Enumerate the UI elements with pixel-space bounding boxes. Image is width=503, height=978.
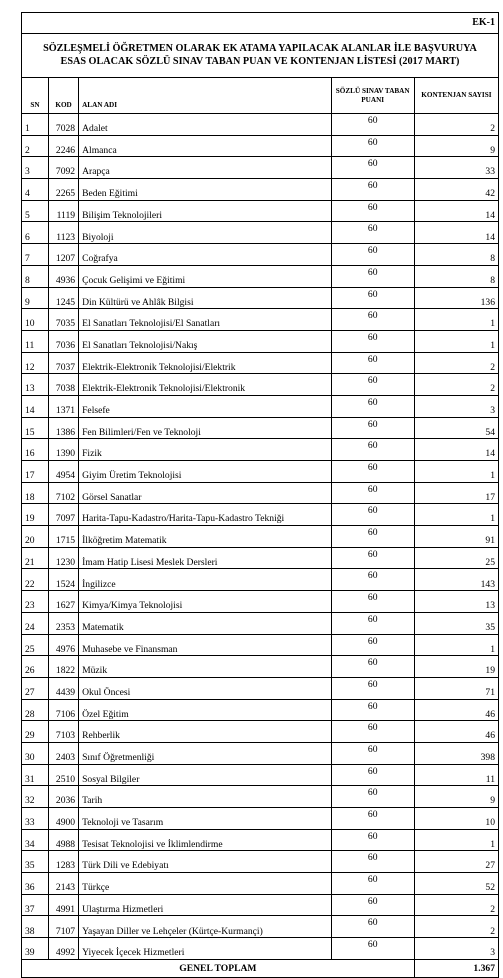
table-row	[22, 764, 499, 786]
cell-puan: 60	[331, 439, 414, 461]
cell-kontenjan: 3	[414, 395, 498, 417]
cell-sn: 38	[22, 916, 49, 938]
cell-alan: İngilizce	[79, 569, 332, 591]
cell-kod: 1207	[49, 244, 79, 266]
cell-sn: 2	[22, 135, 49, 157]
document-sheet	[21, 12, 499, 978]
cell-kod: 1230	[49, 547, 79, 569]
table-row	[22, 200, 499, 222]
cell-puan: 60	[331, 352, 414, 374]
cell-kod: 7103	[49, 721, 79, 743]
cell-puan: 60	[331, 114, 414, 136]
cell-puan: 60	[331, 916, 414, 938]
cell-kontenjan: 54	[414, 417, 498, 439]
cell-kod: 1390	[49, 439, 79, 461]
cell-sn: 23	[22, 591, 49, 613]
cell-puan: 60	[331, 829, 414, 851]
cell-kontenjan: 17	[414, 482, 498, 504]
cell-alan: Muhasebe ve Finansman	[79, 634, 332, 656]
table-row	[22, 135, 499, 157]
cell-sn: 36	[22, 873, 49, 895]
cell-puan: 60	[331, 157, 414, 179]
cell-alan: Yiyecek İçecek Hizmetleri	[79, 938, 332, 960]
cell-puan: 60	[331, 677, 414, 699]
cell-kontenjan: 9	[414, 786, 498, 808]
cell-kod: 1627	[49, 591, 79, 613]
quota-table	[21, 12, 499, 978]
cell-puan: 60	[331, 764, 414, 786]
table-row	[22, 157, 499, 179]
cell-sn: 22	[22, 569, 49, 591]
cell-puan: 60	[331, 395, 414, 417]
header-puan: SÖZLÜ SINAV TABAN PUANI	[331, 78, 414, 114]
cell-puan: 60	[331, 721, 414, 743]
table-row	[22, 330, 499, 352]
cell-alan: El Sanatları Teknolojisi/El Sanatları	[79, 309, 332, 331]
cell-kod: 4900	[49, 808, 79, 830]
cell-kod: 2246	[49, 135, 79, 157]
cell-kontenjan: 35	[414, 612, 498, 634]
cell-puan: 60	[331, 309, 414, 331]
table-row	[22, 374, 499, 396]
header-sn: SN	[22, 78, 49, 114]
cell-kod: 7035	[49, 309, 79, 331]
cell-puan: 60	[331, 374, 414, 396]
cell-puan: 60	[331, 135, 414, 157]
cell-alan: Matematik	[79, 612, 332, 634]
cell-kontenjan: 2	[414, 894, 498, 916]
header-kod: KOD	[49, 78, 79, 114]
cell-puan: 60	[331, 656, 414, 678]
cell-sn: 10	[22, 309, 49, 331]
cell-kod: 7106	[49, 699, 79, 721]
cell-puan: 60	[331, 417, 414, 439]
cell-alan: Fen Bilimleri/Fen ve Teknoloji	[79, 417, 332, 439]
cell-sn: 34	[22, 829, 49, 851]
cell-kod: 1283	[49, 851, 79, 873]
cell-alan: Sınıf Öğretmenliği	[79, 742, 332, 764]
cell-sn: 3	[22, 157, 49, 179]
cell-kod: 2353	[49, 612, 79, 634]
cell-sn: 11	[22, 330, 49, 352]
cell-alan: Okul Öncesi	[79, 677, 332, 699]
cell-kontenjan: 136	[414, 287, 498, 309]
cell-alan: Türkçe	[79, 873, 332, 895]
cell-kod: 1123	[49, 222, 79, 244]
cell-kontenjan: 11	[414, 764, 498, 786]
cell-puan: 60	[331, 265, 414, 287]
cell-kod: 2265	[49, 179, 79, 201]
cell-sn: 21	[22, 547, 49, 569]
cell-kontenjan: 14	[414, 200, 498, 222]
cell-alan: Felsefe	[79, 395, 332, 417]
table-row	[22, 352, 499, 374]
table-row	[22, 244, 499, 266]
cell-puan: 60	[331, 569, 414, 591]
cell-puan: 60	[331, 179, 414, 201]
cell-kod: 1371	[49, 395, 79, 417]
cell-sn: 32	[22, 786, 49, 808]
cell-kod: 7097	[49, 504, 79, 526]
table-row	[22, 808, 499, 830]
cell-puan: 60	[331, 699, 414, 721]
table-row	[22, 547, 499, 569]
cell-alan: Çocuk Gelişimi ve Eğitimi	[79, 265, 332, 287]
cell-alan: Arapça	[79, 157, 332, 179]
cell-puan: 60	[331, 873, 414, 895]
table-row	[22, 439, 499, 461]
cell-kontenjan: 13	[414, 591, 498, 613]
cell-sn: 5	[22, 200, 49, 222]
cell-kontenjan: 2	[414, 916, 498, 938]
cell-kod: 7038	[49, 374, 79, 396]
cell-kontenjan: 10	[414, 808, 498, 830]
header-row	[22, 78, 499, 114]
document-title	[22, 34, 499, 78]
cell-puan: 60	[331, 851, 414, 873]
cell-alan: Elektrik-Elektronik Teknolojisi/Elektrik	[79, 352, 332, 374]
table-row	[22, 417, 499, 439]
cell-kontenjan: 9	[414, 135, 498, 157]
cell-alan: Tarih	[79, 786, 332, 808]
cell-sn: 18	[22, 482, 49, 504]
cell-alan: Görsel Sanatlar	[79, 482, 332, 504]
cell-sn: 29	[22, 721, 49, 743]
cell-alan: El Sanatları Teknolojisi/Nakış	[79, 330, 332, 352]
cell-kontenjan: 8	[414, 244, 498, 266]
table-row	[22, 829, 499, 851]
cell-alan: Biyoloji	[79, 222, 332, 244]
cell-sn: 39	[22, 938, 49, 960]
cell-puan: 60	[331, 461, 414, 483]
cell-sn: 28	[22, 699, 49, 721]
table-row	[22, 309, 499, 331]
cell-sn: 9	[22, 287, 49, 309]
cell-kod: 4439	[49, 677, 79, 699]
table-row	[22, 677, 499, 699]
cell-kod: 2403	[49, 742, 79, 764]
cell-kod: 2143	[49, 873, 79, 895]
table-row	[22, 222, 499, 244]
table-row	[22, 526, 499, 548]
cell-kontenjan: 3	[414, 938, 498, 960]
table-row	[22, 873, 499, 895]
cell-kontenjan: 71	[414, 677, 498, 699]
table-row	[22, 721, 499, 743]
cell-kontenjan: 1	[414, 461, 498, 483]
table-row	[22, 612, 499, 634]
cell-puan: 60	[331, 591, 414, 613]
cell-sn: 17	[22, 461, 49, 483]
cell-puan: 60	[331, 200, 414, 222]
cell-kod: 1386	[49, 417, 79, 439]
table-row	[22, 179, 499, 201]
cell-puan: 60	[331, 244, 414, 266]
cell-kontenjan: 143	[414, 569, 498, 591]
cell-sn: 12	[22, 352, 49, 374]
table-row	[22, 699, 499, 721]
cell-kontenjan: 1	[414, 504, 498, 526]
cell-puan: 60	[331, 786, 414, 808]
cell-puan: 60	[331, 222, 414, 244]
cell-sn: 6	[22, 222, 49, 244]
cell-alan: Sosyal Bilgiler	[79, 764, 332, 786]
cell-alan: Türk Dili ve Edebiyatı	[79, 851, 332, 873]
cell-kod: 1524	[49, 569, 79, 591]
cell-sn: 14	[22, 395, 49, 417]
cell-kod: 7037	[49, 352, 79, 374]
header-alan: ALAN ADI	[79, 78, 332, 114]
cell-alan: Ulaştırma Hizmetleri	[79, 894, 332, 916]
table-row	[22, 786, 499, 808]
header-kontenjan: KONTENJAN SAYISI	[414, 78, 498, 114]
cell-sn: 8	[22, 265, 49, 287]
cell-kod: 4988	[49, 829, 79, 851]
cell-alan: Bilişim Teknolojileri	[79, 200, 332, 222]
cell-kontenjan: 2	[414, 114, 498, 136]
cell-kontenjan: 2	[414, 374, 498, 396]
cell-sn: 1	[22, 114, 49, 136]
cell-kod: 4976	[49, 634, 79, 656]
total-label: GENEL TOPLAM	[22, 959, 415, 977]
cell-kontenjan: 25	[414, 547, 498, 569]
cell-kontenjan: 91	[414, 526, 498, 548]
cell-alan: Tesisat Teknolojisi ve İklimlendirme	[79, 829, 332, 851]
cell-alan: Kimya/Kimya Teknolojisi	[79, 591, 332, 613]
cell-sn: 13	[22, 374, 49, 396]
total-row	[22, 959, 499, 977]
cell-sn: 31	[22, 764, 49, 786]
cell-kontenjan: 52	[414, 873, 498, 895]
cell-sn: 30	[22, 742, 49, 764]
title-line-2: ESAS OLACAK SÖZLÜ SINAV TABAN PUAN VE KONTENJAN LİSTESİ (2017 MART)	[60, 55, 460, 67]
table-row	[22, 287, 499, 309]
cell-puan: 60	[331, 894, 414, 916]
cell-kod: 7102	[49, 482, 79, 504]
cell-alan: Adalet	[79, 114, 332, 136]
table-row	[22, 894, 499, 916]
cell-kontenjan: 1	[414, 634, 498, 656]
cell-sn: 16	[22, 439, 49, 461]
cell-alan: İlköğretim Matematik	[79, 526, 332, 548]
table-row	[22, 482, 499, 504]
cell-kontenjan: 46	[414, 699, 498, 721]
table-row	[22, 916, 499, 938]
cell-sn: 26	[22, 656, 49, 678]
cell-kod: 7107	[49, 916, 79, 938]
table-row	[22, 114, 499, 136]
cell-alan: Teknoloji ve Tasarım	[79, 808, 332, 830]
cell-sn: 33	[22, 808, 49, 830]
total-value: 1.367	[414, 959, 498, 977]
cell-kod: 1822	[49, 656, 79, 678]
cell-kod: 7028	[49, 114, 79, 136]
cell-kontenjan: 14	[414, 439, 498, 461]
cell-puan: 60	[331, 504, 414, 526]
cell-puan: 60	[331, 482, 414, 504]
table-row	[22, 461, 499, 483]
table-row	[22, 504, 499, 526]
table-row	[22, 742, 499, 764]
cell-puan: 60	[331, 808, 414, 830]
cell-alan: Özel Eğitim	[79, 699, 332, 721]
cell-sn: 19	[22, 504, 49, 526]
table-row	[22, 569, 499, 591]
cell-kontenjan: 8	[414, 265, 498, 287]
cell-kontenjan: 398	[414, 742, 498, 764]
cell-alan: Coğrafya	[79, 244, 332, 266]
cell-sn: 27	[22, 677, 49, 699]
cell-kontenjan: 33	[414, 157, 498, 179]
cell-alan: Harita-Tapu-Kadastro/Harita-Tapu-Kadastro Tekniği	[79, 504, 332, 526]
cell-kod: 1119	[49, 200, 79, 222]
cell-puan: 60	[331, 526, 414, 548]
cell-alan: Elektrik-Elektronik Teknolojisi/Elektronik	[79, 374, 332, 396]
table-row	[22, 656, 499, 678]
cell-puan: 60	[331, 547, 414, 569]
cell-alan: Yaşayan Diller ve Lehçeler (Kürtçe-Kurmançi)	[79, 916, 332, 938]
table-row	[22, 634, 499, 656]
cell-kontenjan: 27	[414, 851, 498, 873]
cell-kontenjan: 1	[414, 829, 498, 851]
cell-kod: 1245	[49, 287, 79, 309]
table-row	[22, 591, 499, 613]
cell-sn: 37	[22, 894, 49, 916]
cell-kod: 4992	[49, 938, 79, 960]
cell-alan: Beden Eğitimi	[79, 179, 332, 201]
cell-kod: 2510	[49, 764, 79, 786]
cell-puan: 60	[331, 938, 414, 960]
table-row	[22, 938, 499, 960]
cell-kod: 2036	[49, 786, 79, 808]
cell-puan: 60	[331, 330, 414, 352]
cell-alan: Rehberlik	[79, 721, 332, 743]
cell-sn: 4	[22, 179, 49, 201]
cell-puan: 60	[331, 634, 414, 656]
cell-kontenjan: 19	[414, 656, 498, 678]
cell-kontenjan: 14	[414, 222, 498, 244]
cell-puan: 60	[331, 742, 414, 764]
title-row	[22, 34, 499, 78]
cell-kod: 4954	[49, 461, 79, 483]
table-row	[22, 265, 499, 287]
cell-sn: 15	[22, 417, 49, 439]
cell-kod: 4936	[49, 265, 79, 287]
cell-kod: 7092	[49, 157, 79, 179]
cell-kod: 4991	[49, 894, 79, 916]
cell-alan: İmam Hatip Lisesi Meslek Dersleri	[79, 547, 332, 569]
cell-alan: Almanca	[79, 135, 332, 157]
cell-alan: Fizik	[79, 439, 332, 461]
cell-kontenjan: 1	[414, 330, 498, 352]
cell-sn: 7	[22, 244, 49, 266]
cell-kontenjan: 46	[414, 721, 498, 743]
cell-kontenjan: 42	[414, 179, 498, 201]
cell-kontenjan: 2	[414, 352, 498, 374]
cell-sn: 35	[22, 851, 49, 873]
cell-alan: Müzik	[79, 656, 332, 678]
cell-kod: 1715	[49, 526, 79, 548]
table-row	[22, 395, 499, 417]
cell-sn: 25	[22, 634, 49, 656]
table-row	[22, 851, 499, 873]
cell-puan: 60	[331, 287, 414, 309]
cell-puan: 60	[331, 612, 414, 634]
annex-label: EK-1	[22, 13, 499, 34]
cell-alan: Din Kültürü ve Ahlâk Bilgisi	[79, 287, 332, 309]
cell-kontenjan: 1	[414, 309, 498, 331]
cell-alan: Giyim Üretim Teknolojisi	[79, 461, 332, 483]
cell-kod: 7036	[49, 330, 79, 352]
cell-sn: 24	[22, 612, 49, 634]
annex-label-row	[22, 13, 499, 34]
cell-sn: 20	[22, 526, 49, 548]
table-body	[22, 114, 499, 960]
title-line-1: SÖZLEŞMELİ ÖĞRETMEN OLARAK EK ATAMA YAPILACAK ALANLAR İLE BAŞVURUYA	[43, 42, 477, 54]
